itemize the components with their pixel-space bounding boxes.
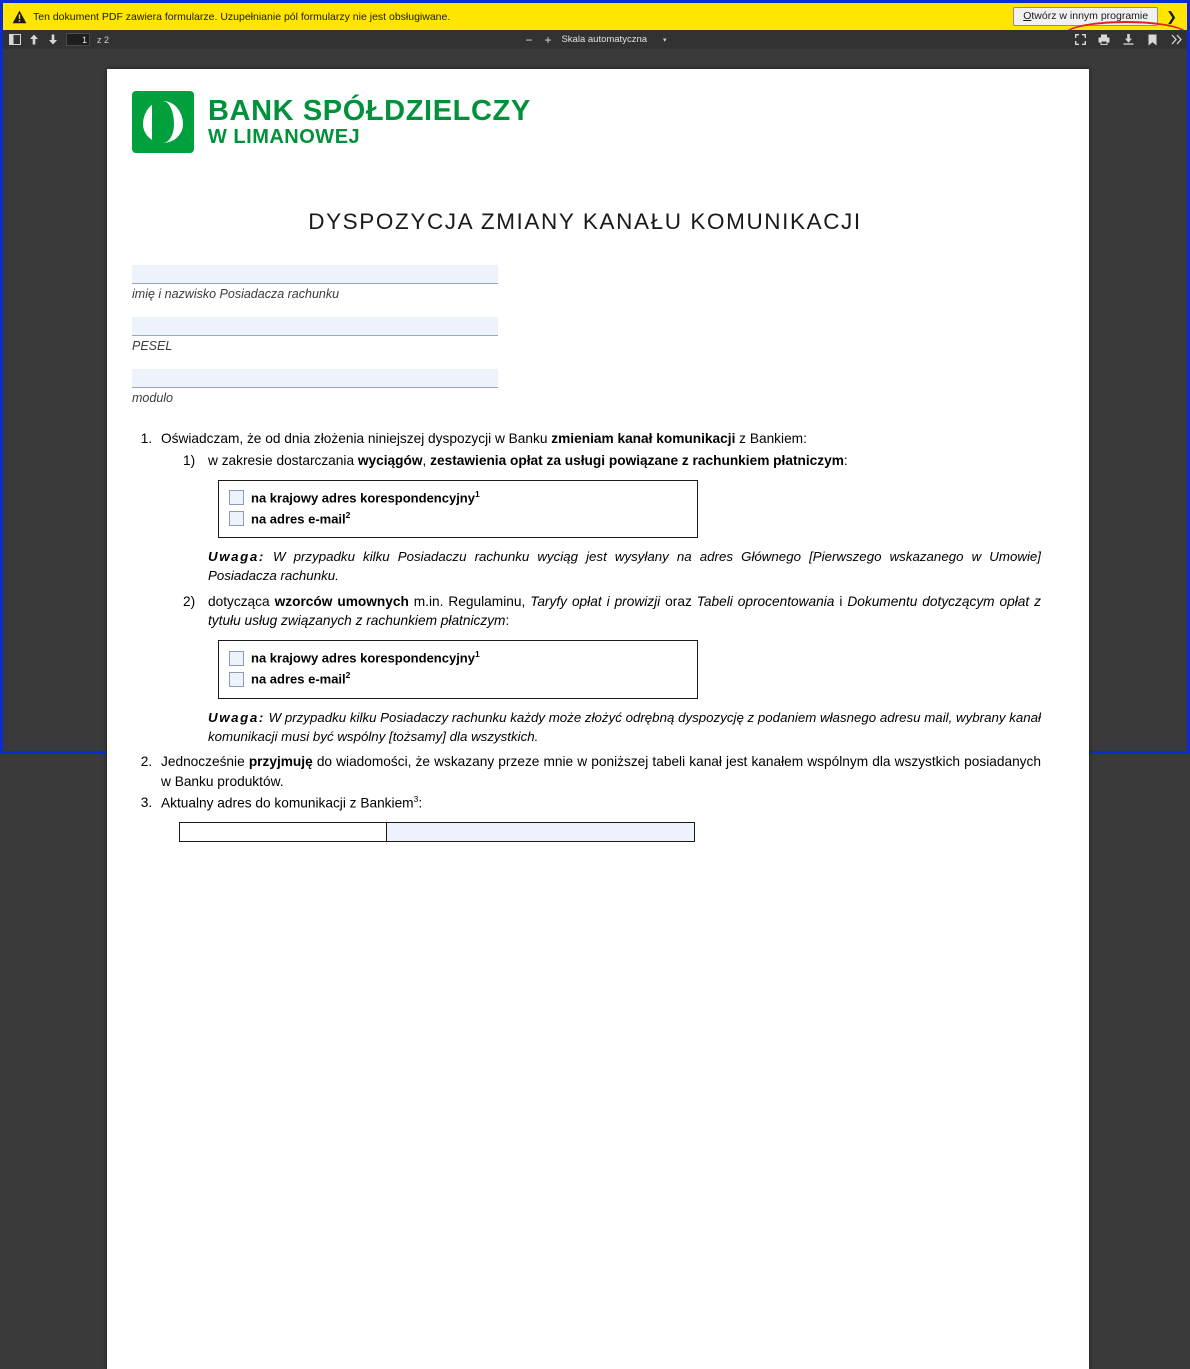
zoom-out-button[interactable]: −	[525, 32, 533, 47]
checkbox-postal-address-2[interactable]	[229, 651, 244, 666]
checkbox-label-text: na adres e-mail	[251, 671, 346, 687]
warning-triangle-icon	[11, 9, 27, 25]
scale-select[interactable]	[561, 34, 666, 45]
open-in-other-app-label-rest: twórz w innym programie	[1031, 9, 1149, 22]
item1-text-c: z Bankiem:	[735, 431, 807, 446]
item3-text-b: :	[418, 795, 423, 811]
sublist-1	[161, 451, 1041, 746]
item2-text-c: do wiadomości, że wskazany przeze mnie w poniższej tabeli kanał jest kanałem wspólnym dla wszystkich posiadanych w Banku produktów.	[161, 754, 1041, 790]
checkbox-label	[251, 509, 350, 529]
note-text: W przypadku kilku Posiadaczu rachunku wyciąg jest wysyłany na adres Głównego [Pierwszego wskazanego w Umowie] Posiadacza rachunku.	[208, 549, 1041, 584]
open-in-other-app-mnemonic: O	[1023, 9, 1032, 22]
checkbox-label	[251, 669, 350, 689]
sub1-bold-d: zestawienia opłat za usługi powiązane z rachunkiem płatniczym	[430, 452, 844, 468]
form-fields	[132, 265, 1041, 405]
page-count-label: z 2	[97, 34, 110, 45]
pesel-input[interactable]	[132, 317, 498, 336]
address-table-input-cell[interactable]	[387, 822, 695, 842]
bank-name-line1: BANK SPÓŁDZIELCZY	[208, 95, 531, 128]
toolbar-center-group	[3, 34, 1187, 46]
item1-bold-b: zmieniam kanał komunikacji	[551, 431, 736, 446]
sub2-text-e: oraz	[660, 593, 697, 609]
checkbox-postal-address-1[interactable]	[229, 490, 244, 505]
checkbox-row[interactable]	[229, 669, 689, 689]
footnote-ref: 1	[474, 488, 480, 499]
footnote-ref: 2	[345, 509, 351, 520]
list-item-3	[156, 793, 1041, 813]
sublist-item-2	[183, 592, 1041, 747]
checkbox-label	[251, 648, 480, 668]
document-body-list	[129, 429, 1041, 813]
footnote-ref: 3	[413, 793, 419, 804]
list-item-1	[156, 429, 1041, 746]
item2-bold-b: przyjmuję	[248, 754, 313, 770]
footnote-ref: 2	[345, 670, 351, 681]
sub2-ital-h: Dokumentu dotyczącym opłat z tytułu usług związanych z rachunkiem płatniczym	[208, 593, 1042, 629]
item3-text-a: Aktualny adres do komunikacji z Bankiem	[161, 795, 414, 811]
page-title: DYSPOZYCJA ZMIANY KANAŁU KOMUNIKACJI	[308, 209, 862, 234]
pdf-document-viewport[interactable]	[3, 49, 1187, 811]
address-table-header-cell	[179, 822, 387, 842]
bookmark-icon[interactable]	[1146, 34, 1158, 46]
toolbar-right-group	[1074, 34, 1182, 46]
holder-name-label: imię i nazwisko Posiadacza rachunku	[132, 287, 340, 301]
checkbox-label-text: na adres e-mail	[251, 511, 346, 527]
item1-text-a: Oświadczam, że od dnia złożenia niniejszej dyspozycji w Banku	[161, 431, 552, 446]
note-1	[208, 547, 1041, 586]
warning-message: Ten dokument PDF zawiera formularze. Uzupełnianie pól formularzy nie jest obsługiwane.	[33, 10, 451, 23]
bank-name-line2: W LIMANOWEJ	[208, 125, 361, 148]
sub2-text-i: :	[505, 613, 510, 629]
bank-logo	[132, 91, 1041, 153]
address-table	[179, 822, 695, 842]
sub2-ital-d: Taryfy opłat i prowizji	[530, 593, 661, 609]
zoom-in-button[interactable]: +	[544, 32, 552, 47]
presentation-mode-icon[interactable]	[1074, 34, 1086, 46]
footnote-ref: 1	[474, 649, 480, 660]
checkbox-label	[251, 488, 480, 508]
checkbox-label-text: na krajowy adres korespondencyjny	[251, 490, 475, 506]
pdf-viewer-toolbar	[3, 30, 1187, 49]
open-book-logo-icon	[132, 91, 194, 153]
list-item-2	[156, 752, 1041, 792]
download-icon[interactable]	[1122, 34, 1134, 46]
pesel-label: PESEL	[132, 339, 173, 353]
sub2-bold-b: wzorców umownych	[274, 593, 409, 609]
sub1-text-a: w zakresie dostarczania	[208, 452, 358, 468]
modulo-input[interactable]	[132, 369, 498, 388]
checkbox-group-2	[218, 640, 698, 698]
checkbox-row[interactable]	[229, 509, 689, 529]
note-lead: Uwaga:	[208, 709, 265, 725]
chevron-down-icon: ▾	[663, 36, 667, 44]
printer-icon[interactable]	[1098, 34, 1110, 46]
checkbox-row[interactable]	[229, 488, 689, 508]
note-lead: Uwaga:	[208, 549, 265, 565]
pdf-forms-warning-bar	[3, 3, 1187, 30]
checkbox-email-2[interactable]	[229, 672, 244, 687]
note-2	[208, 708, 1041, 747]
sub2-text-g: i	[834, 593, 848, 609]
holder-name-input[interactable]	[132, 265, 498, 284]
sub1-text-c: ,	[422, 452, 431, 468]
sub1-text-e: :	[843, 452, 848, 468]
bank-logo-text	[208, 97, 531, 147]
close-icon[interactable]: ❯	[1166, 9, 1177, 24]
sub2-ital-f: Tabeli oprocentowania	[696, 593, 835, 609]
sub1-bold-b: wyciągów	[357, 452, 423, 468]
open-in-other-app-button[interactable]	[1013, 7, 1158, 27]
sublist-item-1	[183, 451, 1041, 586]
checkbox-email-1[interactable]	[229, 511, 244, 526]
checkbox-label-text: na krajowy adres korespondencyjny	[251, 650, 475, 666]
pdf-page-1	[107, 69, 1089, 1369]
scale-select-label: Skala automatyczna	[561, 34, 648, 45]
note-text: W przypadku kilku Posiadaczy rachunku każdy może złożyć odrębną dyspozycję z podaniem własnego adresu mail, wybrany kanał komunikacji musi być wspólny [tożsamy] dla wszystkich.	[208, 709, 1041, 744]
double-chevron-right-icon[interactable]	[1170, 34, 1182, 46]
checkbox-row[interactable]	[229, 648, 689, 668]
item2-text-a: Jednocześnie	[161, 754, 249, 770]
sub2-text-a: dotycząca	[208, 593, 275, 609]
sub2-text-c: m.in. Regulaminu,	[408, 593, 531, 609]
modulo-label: modulo	[132, 391, 173, 405]
checkbox-group-1	[218, 480, 698, 538]
